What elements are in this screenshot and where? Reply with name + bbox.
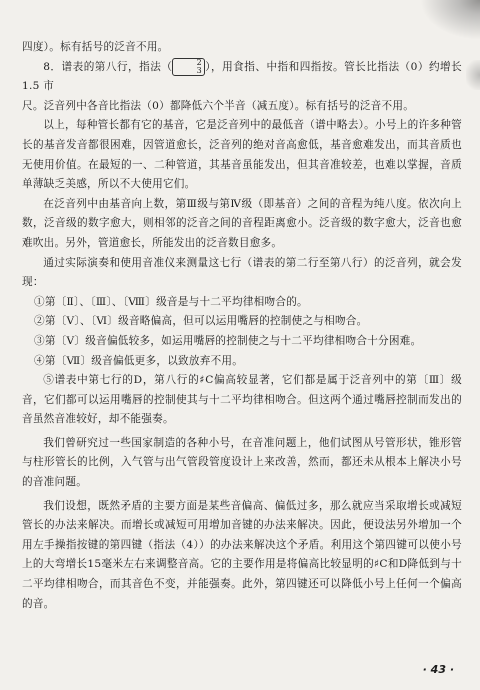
paragraph-fundamental: 以上，每种管长都有它的基音，它是泛音列中的最低音（谱中略去）。小号上的许多种管长的基音发音都很困难，因管道愈长，泛音列的绝对音高愈低，基音愈难发出，而其音质也无使用价值。在最短的一、二种管道，其基音虽能发出，但其音准较差，也难以掌握，音质单薄缺乏美感，所以不大使用它们。	[22, 119, 462, 191]
list-item-5: ⑤谱表中第七行的D，第八行的♯C偏高较显著，它们都是属于泛音列中的第〔Ⅲ〕级音，它们都可以运用嘴唇的控制使其与十二平均律相吻合。但这两个通过嘴唇控制而发出的音虽然音准较好，却不能强奏。	[22, 374, 462, 426]
paragraph-solution: 我们设想，既然矛盾的主要方面是某些音偏高、偏低过多，那么就应当采取增长或减短管长的办法来解决。而增长或减短可用增加音键的办法来解决。因此，便设法另外增加一个用左手操指按键的第四键（指法（4））的办法来解决这个矛盾。利用这个第四键可以使小号上的大弯增长15毫米左右来调整音高。它的主要作用是将偏高比较显明的♯C和D降低到与十二平均律相吻合，而其音色不变，并能强奏。此外，第四键还可以降低小号上任何一个偏高的音。	[22, 499, 462, 610]
text-line-2	[22, 58, 462, 97]
fraction-bottom: 3	[196, 65, 202, 75]
line-2-start: 8．谱表的第八行，指法（	[43, 60, 173, 73]
scan-smudge-edge	[466, 60, 480, 90]
document-page	[22, 38, 462, 614]
page-number: · 43 ·	[422, 663, 454, 676]
scan-smudge-top-right	[420, 0, 480, 40]
fraction-top: 2	[196, 57, 202, 67]
list-item-1: ①第〔Ⅱ〕、〔Ⅲ〕、〔Ⅷ〕级音是与十二平均律相吻合的。	[34, 295, 308, 308]
list-item-4: ④第〔Ⅶ〕级音偏低更多，以致放弃不用。	[34, 354, 244, 367]
text-line-3: 尺。泛音列中各音比指法（0）都降低六个半音（减五度）。标有括号的泛音不用。	[22, 99, 415, 112]
line-2-end: ），用食指、中指和四指按。管长比指法（0）约增长 1.5 市	[22, 60, 462, 93]
paragraph-overtone-series: 在泛音列中由基音向上数，第Ⅲ级与第Ⅳ级（即基音）之间的音程为纯八度。依次向上数，泛音级的数字愈大，则相邻的泛音之间的音程距离愈小。泛音级的数字愈大，泛音也愈难吹出。另外，管道愈长，所能发出的泛音数目愈多。	[22, 197, 462, 249]
paragraph-measurement: 通过实际演奏和使用音准仪来测量这七行（谱表的第二行至第八行）的泛音列，就会发现：	[22, 256, 462, 289]
list-item-2: ②第〔Ⅴ〕、〔Ⅵ〕级音略偏高，但可以运用嘴唇的控制使之与相吻合。	[34, 315, 368, 328]
text-line-1: 四度）。标有括号的泛音不用。	[22, 41, 169, 53]
list-item-3: ③第〔Ⅴ〕级音偏低较多，如运用嘴唇的控制使之与十二平均律相吻合十分困难。	[34, 334, 422, 347]
paragraph-research: 我们曾研究过一些国家制造的各种小号，在音准问题上，他们试图从号管形状，锥形管与柱形管长的比例，入气管与出气管段管度设计上来改善，然而，都还未从根本上解决小号的音准问题。	[22, 436, 462, 489]
fingering-fraction	[172, 58, 205, 76]
